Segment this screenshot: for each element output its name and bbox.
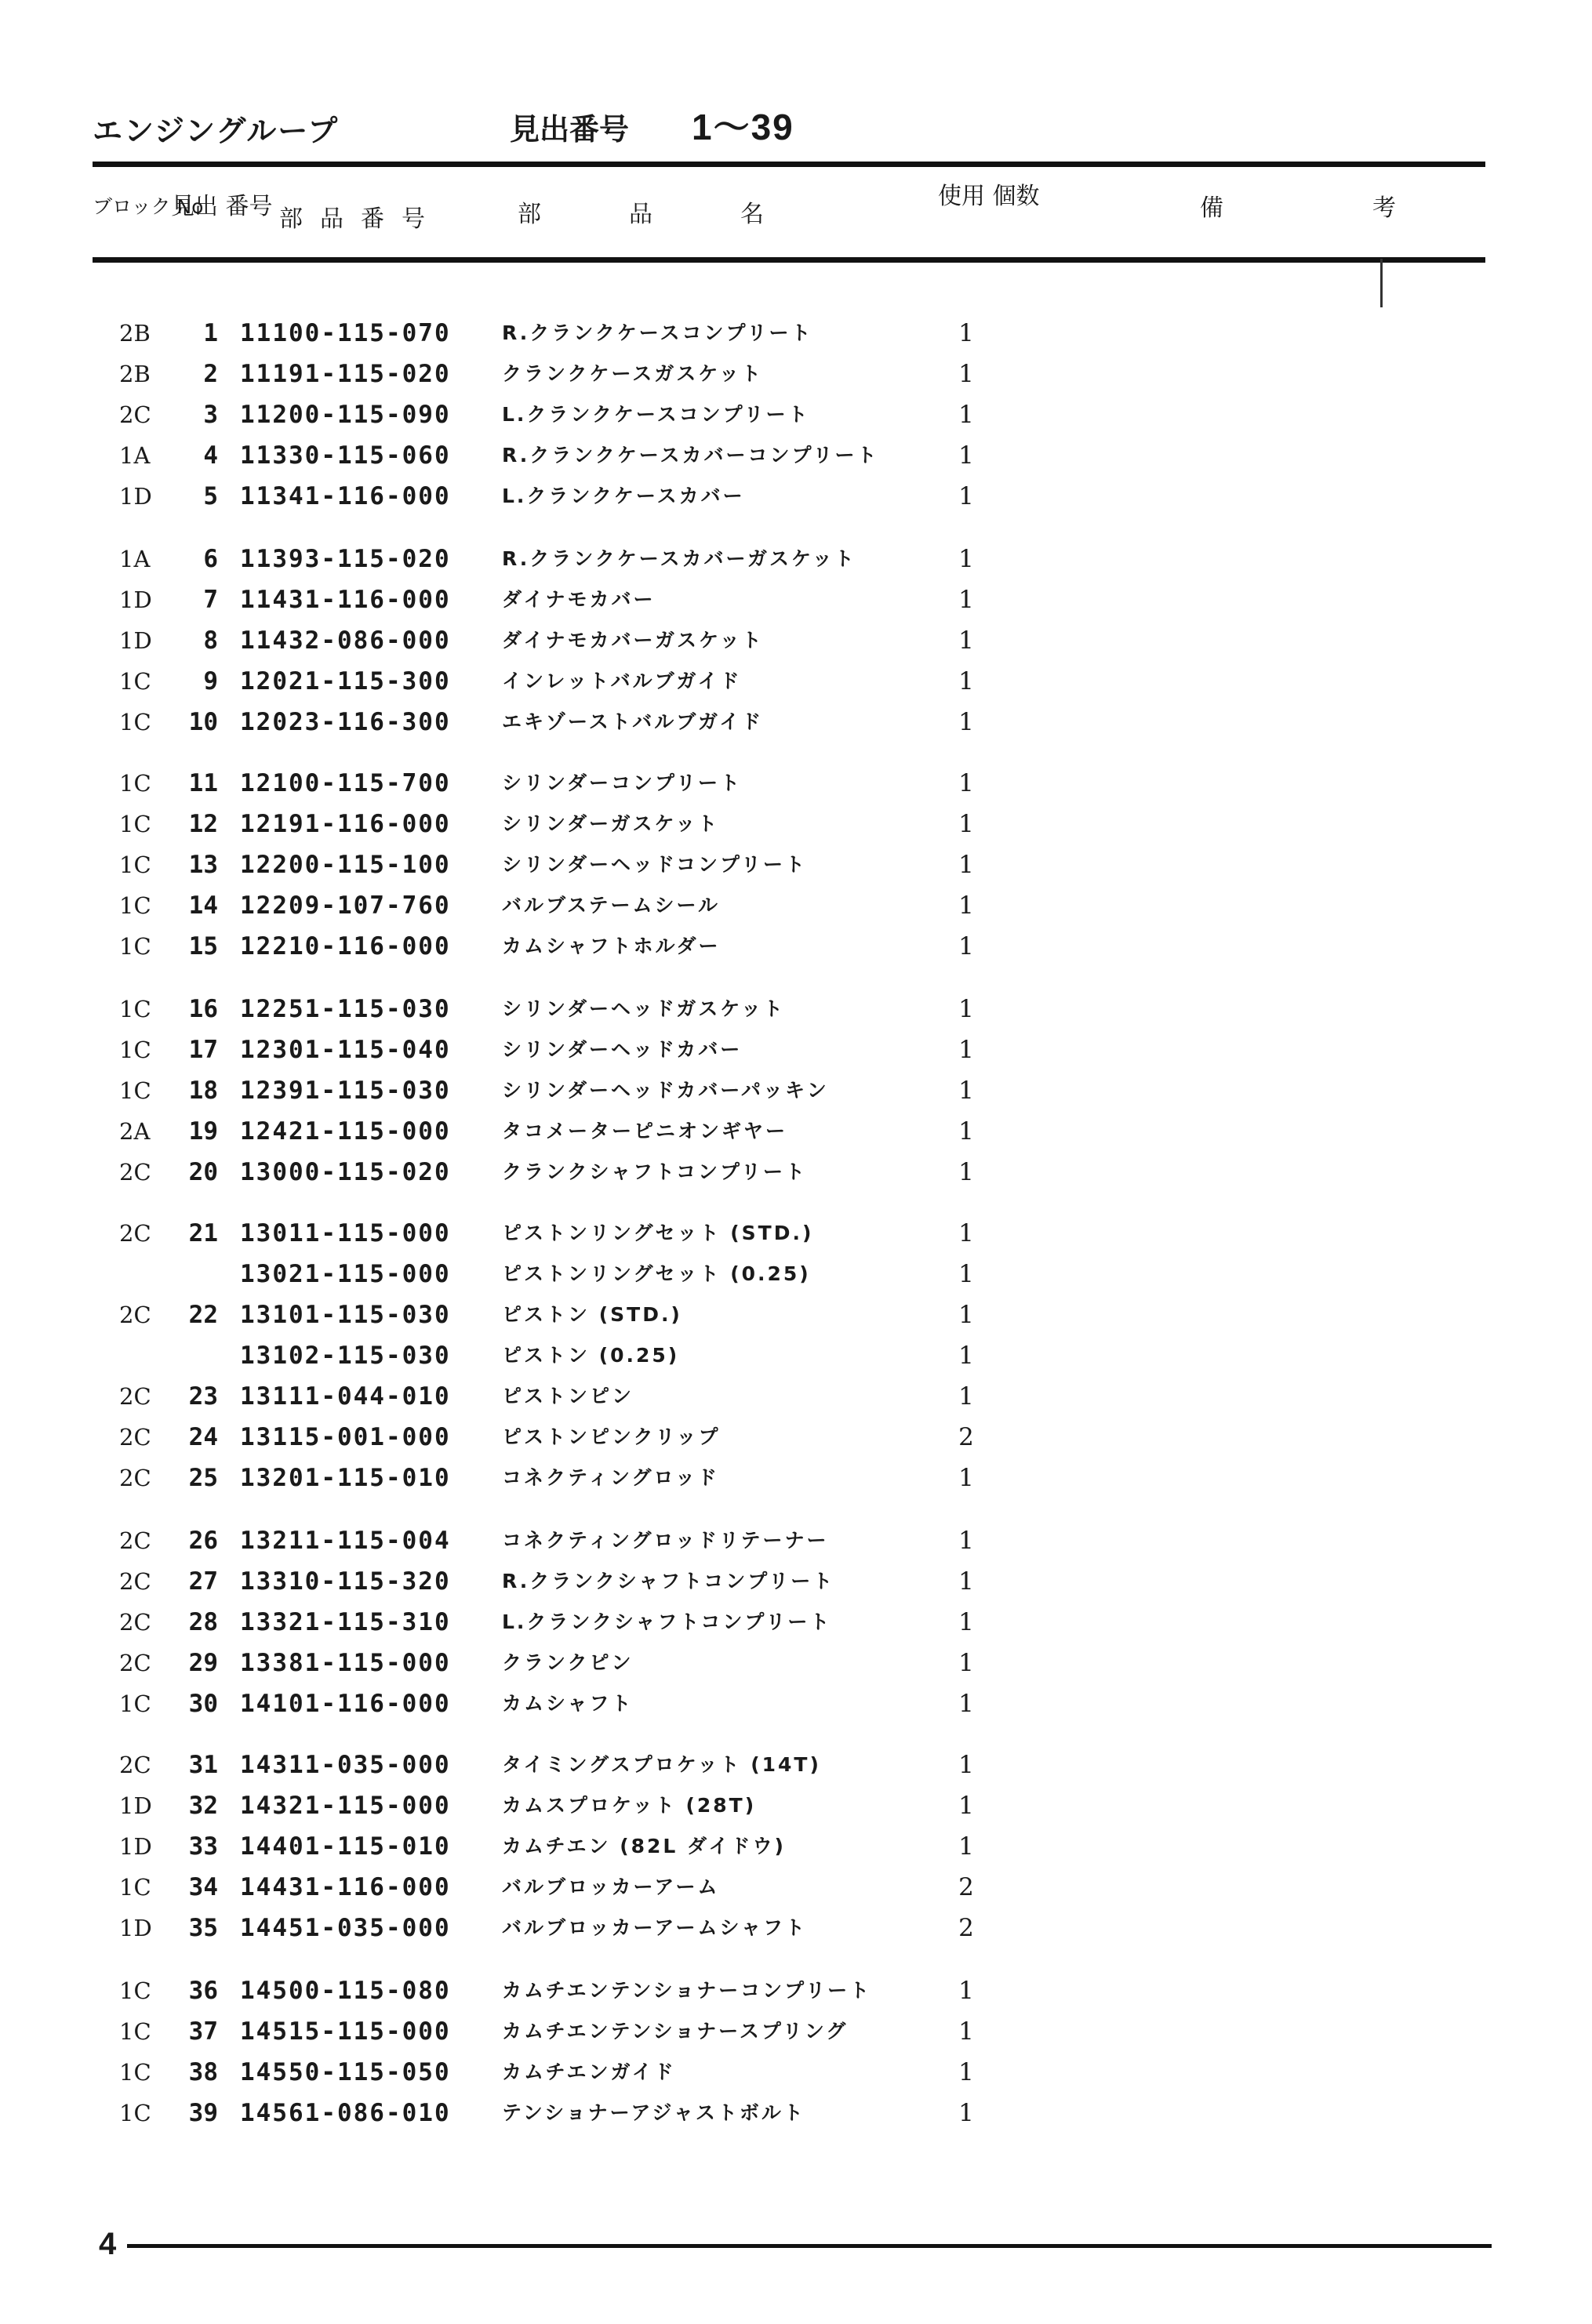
block-no-cell: 2A — [119, 1118, 151, 1145]
block-no-cell: 2C — [119, 1302, 151, 1328]
block-no-cell: 1D — [119, 483, 152, 510]
ref-no-cell: 31 — [188, 1751, 218, 1779]
part-name-cell: カムチエン (82L ダイドウ) — [502, 1835, 786, 1857]
table-row — [0, 1073, 1098, 1109]
block-no-cell: 1C — [119, 2059, 151, 2086]
part-name-cell: カムスプロケット (28T) — [502, 1794, 757, 1817]
table-row — [0, 888, 1098, 924]
table-row — [0, 1297, 1098, 1333]
part-name-cell: コネクティングロッド — [502, 1466, 720, 1489]
block-no-cell: 2C — [119, 401, 151, 428]
qty-cell: 1 — [958, 708, 974, 736]
part-name-cell: シリンダーヘッドカバー — [502, 1038, 743, 1061]
part-no-cell: 11330-115-060 — [240, 441, 451, 470]
ref-no-cell: 28 — [188, 1608, 218, 1636]
part-no-cell: 12209-107-760 — [240, 891, 451, 920]
table-row — [0, 315, 1098, 351]
qty-cell: 1 — [958, 441, 974, 470]
block-no-cell: 1D — [119, 1792, 152, 1819]
part-no-cell: 14101-116-000 — [240, 1690, 451, 1718]
qty-cell: 1 — [958, 2058, 974, 2086]
block-no-cell: 1C — [119, 1977, 151, 2004]
part-no-cell: 14401-115-010 — [240, 1832, 451, 1861]
part-name-cell: ダイナモカバー — [502, 588, 656, 611]
qty-cell: 1 — [958, 891, 974, 920]
part-name-cell: クランクピン — [502, 1651, 634, 1674]
qty-cell: 1 — [958, 1382, 974, 1411]
qty-cell: 1 — [958, 1608, 974, 1636]
block-no-cell: 1C — [119, 2100, 151, 2126]
qty-cell: 1 — [958, 1977, 974, 2005]
part-name-cell: ピストンリングセット (0.25) — [502, 1262, 811, 1285]
table-row — [0, 1563, 1098, 1600]
ref-no-cell: 6 — [203, 545, 218, 573]
qty-cell: 1 — [958, 1036, 974, 1064]
part-name-cell: クランクケースガスケット — [502, 362, 764, 385]
qty-cell: 1 — [958, 482, 974, 510]
part-name-cell: シリンダーコンプリート — [502, 772, 743, 794]
ref-no-cell: 4 — [203, 441, 218, 470]
table-row — [0, 1788, 1098, 1824]
part-no-cell: 14311-035-000 — [240, 1751, 451, 1779]
ref-no-cell: 27 — [188, 1567, 218, 1596]
part-name-cell: エキゾーストバルブガイド — [502, 710, 764, 733]
part-name-cell: クランクシャフトコンプリート — [502, 1160, 808, 1183]
part-name-cell: ピストンピンクリップ — [502, 1425, 721, 1448]
ref-no-cell: 38 — [188, 2058, 218, 2086]
block-no-cell: 2B — [119, 320, 151, 347]
col-header-part-name: 部品名 — [518, 201, 852, 228]
part-no-cell: 14550-115-050 — [240, 2058, 451, 2086]
qty-cell: 2 — [958, 1423, 974, 1451]
qty-cell: 2 — [958, 1873, 974, 1901]
part-no-cell: 13101-115-030 — [240, 1301, 451, 1329]
part-name-cell: シリンダーガスケット — [502, 812, 720, 835]
ref-no-cell: 18 — [188, 1077, 218, 1105]
table-row — [0, 1256, 1098, 1292]
block-no-cell: 2C — [119, 1752, 151, 1778]
qty-cell: 1 — [958, 810, 974, 838]
table-row — [0, 1523, 1098, 1559]
part-no-cell: 14431-116-000 — [240, 1873, 451, 1901]
col-header-remarks: 備考 — [1200, 194, 1545, 222]
qty-cell: 1 — [958, 545, 974, 573]
part-name-cell: L.クランクケースコンプリート — [502, 403, 810, 426]
ref-no-cell: 14 — [188, 891, 218, 920]
part-no-cell: 13201-115-010 — [240, 1464, 451, 1492]
ref-no-cell: 7 — [203, 586, 218, 614]
qty-cell: 1 — [958, 995, 974, 1023]
qty-cell: 1 — [958, 1260, 974, 1288]
table-row — [0, 1419, 1098, 1455]
qty-cell: 2 — [958, 1914, 974, 1942]
part-name-cell: ピストン (STD.) — [502, 1303, 682, 1326]
block-no-cell: 2C — [119, 1568, 151, 1595]
qty-cell: 1 — [958, 360, 974, 388]
ref-no-cell: 1 — [203, 319, 218, 347]
part-no-cell: 12023-116-300 — [240, 708, 451, 736]
block-no-cell: 1D — [119, 586, 152, 613]
header-top-rule — [93, 162, 1485, 167]
qty-cell: 1 — [958, 1219, 974, 1247]
table-row — [0, 356, 1098, 392]
table-row — [0, 991, 1098, 1027]
part-no-cell: 14321-115-000 — [240, 1792, 451, 1820]
ref-no-cell: 5 — [203, 482, 218, 510]
block-no-cell: 2C — [119, 1527, 151, 1554]
part-name-cell: R.クランクケースコンプリート — [502, 321, 813, 344]
part-no-cell: 12301-115-040 — [240, 1036, 451, 1064]
ref-no-cell: 34 — [188, 1873, 218, 1901]
part-no-cell: 12251-115-030 — [240, 995, 451, 1023]
part-no-cell: 11431-116-000 — [240, 586, 451, 614]
part-no-cell: 11341-116-000 — [240, 482, 451, 510]
part-no-cell: 13321-115-310 — [240, 1608, 451, 1636]
table-row — [0, 478, 1098, 514]
ref-no-cell: 11 — [188, 769, 218, 797]
index-range: 1～39 — [692, 107, 794, 147]
ref-no-cell: 32 — [188, 1792, 218, 1820]
qty-cell: 1 — [958, 1077, 974, 1105]
block-no-cell: 2C — [119, 1650, 151, 1676]
ref-no-cell: 33 — [188, 1832, 218, 1861]
table-row — [0, 765, 1098, 801]
part-no-cell: 11432-086-000 — [240, 626, 451, 655]
part-name-cell: カムチエンテンショナーコンプリート — [502, 1979, 872, 2002]
qty-cell: 1 — [958, 1527, 974, 1555]
part-no-cell: 12191-116-000 — [240, 810, 451, 838]
part-no-cell: 11100-115-070 — [240, 319, 451, 347]
table-row — [0, 1460, 1098, 1496]
block-no-cell: 1C — [119, 1037, 151, 1063]
table-row — [0, 623, 1098, 659]
part-name-cell: R.クランクシャフトコンプリート — [502, 1570, 835, 1592]
part-name-cell: カムチエンガイド — [502, 2061, 676, 2083]
table-row — [0, 928, 1098, 964]
table-row — [0, 1113, 1098, 1149]
table-row — [0, 1604, 1098, 1640]
table-row — [0, 438, 1098, 474]
block-no-cell: 2C — [119, 1465, 151, 1491]
ref-no-cell: 2 — [203, 360, 218, 388]
qty-cell: 1 — [958, 1751, 974, 1779]
part-no-cell: 12200-115-100 — [240, 851, 451, 879]
table-row — [0, 1154, 1098, 1190]
ref-no-cell: 12 — [188, 810, 218, 838]
block-no-cell: 1C — [119, 1690, 151, 1717]
table-row — [0, 2014, 1098, 2050]
part-name-cell: ピストン (0.25) — [502, 1344, 680, 1367]
ref-no-cell: 3 — [203, 401, 218, 429]
ref-no-cell: 30 — [188, 1690, 218, 1718]
block-no-cell: 1C — [119, 811, 151, 837]
footer-rule — [127, 2244, 1492, 2248]
part-no-cell: 13102-115-030 — [240, 1342, 451, 1370]
block-no-cell: 1D — [119, 627, 152, 654]
col-header-block-no: ブロック No — [93, 195, 204, 218]
qty-cell: 1 — [958, 1342, 974, 1370]
block-no-cell: 2C — [119, 1609, 151, 1636]
table-row — [0, 1747, 1098, 1783]
block-no-cell: 1C — [119, 668, 151, 695]
qty-cell: 1 — [958, 932, 974, 960]
table-row — [0, 1338, 1098, 1374]
ref-no-cell: 36 — [188, 1977, 218, 2005]
block-no-cell: 1C — [119, 1077, 151, 1104]
ref-no-cell: 8 — [203, 626, 218, 655]
part-no-cell: 11191-115-020 — [240, 360, 451, 388]
qty-cell: 1 — [958, 586, 974, 614]
qty-cell: 1 — [958, 1690, 974, 1718]
block-no-cell: 1C — [119, 1874, 151, 1901]
qty-cell: 1 — [958, 1567, 974, 1596]
part-name-cell: カムチエンテンショナースプリング — [502, 2020, 849, 2043]
qty-cell: 1 — [958, 667, 974, 695]
ref-no-cell: 16 — [188, 995, 218, 1023]
part-no-cell: 13000-115-020 — [240, 1158, 451, 1186]
part-name-cell: タコメーターピニオンギヤー — [502, 1120, 788, 1142]
qty-cell: 1 — [958, 401, 974, 429]
ref-no-cell: 17 — [188, 1036, 218, 1064]
qty-cell: 1 — [958, 1832, 974, 1861]
table-row — [0, 806, 1098, 842]
part-no-cell: 13111-044-010 — [240, 1382, 451, 1411]
col-header-part-no: 部品番号 — [279, 205, 442, 233]
block-no-cell: 2C — [119, 1424, 151, 1451]
qty-cell: 1 — [958, 1301, 974, 1329]
part-no-cell: 12421-115-000 — [240, 1117, 451, 1146]
qty-cell: 1 — [958, 1158, 974, 1186]
col-header-ref-no: 見出 番号 — [171, 193, 273, 220]
ref-no-cell: 21 — [188, 1219, 218, 1247]
block-no-cell: 1C — [119, 2018, 151, 2045]
qty-cell: 1 — [958, 1464, 974, 1492]
part-name-cell: バルブステームシール — [502, 894, 721, 917]
ref-no-cell: 39 — [188, 2099, 218, 2127]
part-no-cell: 13310-115-320 — [240, 1567, 451, 1596]
part-name-cell: タイミングスプロケット (14T) — [502, 1753, 821, 1776]
block-no-cell: 1C — [119, 933, 151, 960]
ref-no-cell: 23 — [188, 1382, 218, 1411]
ref-no-cell: 35 — [188, 1914, 218, 1942]
ref-no-cell: 15 — [188, 932, 218, 960]
part-name-cell: シリンダーヘッドガスケット — [502, 997, 786, 1020]
part-name-cell: L.クランクシャフトコンプリート — [502, 1610, 832, 1633]
part-no-cell: 13021-115-000 — [240, 1260, 451, 1288]
part-no-cell: 12210-116-000 — [240, 932, 451, 960]
part-no-cell: 14500-115-080 — [240, 1977, 451, 2005]
page-number: 4 — [99, 2227, 117, 2261]
table-row — [0, 2054, 1098, 2090]
table-row — [0, 1910, 1098, 1946]
block-no-cell: 1A — [119, 546, 151, 572]
block-no-cell: 2C — [119, 1383, 151, 1410]
table-row — [0, 1215, 1098, 1251]
part-name-cell: コネクティングロッドリテーナー — [502, 1529, 829, 1552]
part-no-cell: 13115-001-000 — [240, 1423, 451, 1451]
part-name-cell: L.クランクケースカバー — [502, 485, 745, 507]
table-row — [0, 704, 1098, 740]
part-name-cell: シリンダーヘッドコンプリート — [502, 853, 808, 876]
part-no-cell: 12021-115-300 — [240, 667, 451, 695]
ref-no-cell: 37 — [188, 2017, 218, 2046]
ref-no-cell: 22 — [188, 1301, 218, 1329]
block-no-cell: 1C — [119, 996, 151, 1022]
table-row — [0, 1828, 1098, 1865]
block-no-cell: 2C — [119, 1159, 151, 1186]
table-row — [0, 1973, 1098, 2009]
table-row — [0, 1378, 1098, 1414]
ref-no-cell: 25 — [188, 1464, 218, 1492]
table-row — [0, 397, 1098, 433]
ref-no-cell: 10 — [188, 708, 218, 736]
qty-cell: 1 — [958, 1117, 974, 1146]
table-row — [0, 582, 1098, 618]
block-no-cell: 1D — [119, 1833, 152, 1860]
group-title: エンジングループ — [93, 114, 340, 148]
table-row — [0, 663, 1098, 699]
part-no-cell: 14561-086-010 — [240, 2099, 451, 2127]
ref-no-cell: 24 — [188, 1423, 218, 1451]
table-row — [0, 1869, 1098, 1905]
part-name-cell: R.クランクケースカバーガスケット — [502, 547, 856, 570]
index-label: 見出番号 — [510, 112, 630, 147]
table-row — [0, 2095, 1098, 2131]
part-no-cell: 14515-115-000 — [240, 2017, 451, 2046]
part-no-cell: 14451-035-000 — [240, 1914, 451, 1942]
part-name-cell: ピストンリングセット (STD.) — [502, 1222, 814, 1244]
part-no-cell: 11393-115-020 — [240, 545, 451, 573]
block-no-cell: 1C — [119, 892, 151, 919]
qty-cell: 1 — [958, 319, 974, 347]
table-row — [0, 541, 1098, 577]
part-name-cell: R.クランクケースカバーコンプリート — [502, 444, 879, 467]
part-name-cell: バルブロッカーアームシャフト — [502, 1916, 808, 1939]
ref-no-cell: 19 — [188, 1117, 218, 1146]
part-name-cell: カムシャフト — [502, 1692, 634, 1715]
remarks-tick-mark — [1380, 259, 1383, 307]
part-name-cell: テンショナーアジャストボルト — [502, 2101, 805, 2124]
qty-cell: 1 — [958, 769, 974, 797]
block-no-cell: 1C — [119, 709, 151, 735]
part-name-cell: シリンダーヘッドカバーパッキン — [502, 1079, 829, 1102]
header-bottom-rule — [93, 257, 1485, 263]
qty-cell: 1 — [958, 851, 974, 879]
part-name-cell: バルブロッカーアーム — [502, 1876, 720, 1898]
part-no-cell: 13011-115-000 — [240, 1219, 451, 1247]
part-no-cell: 12391-115-030 — [240, 1077, 451, 1105]
ref-no-cell: 26 — [188, 1527, 218, 1555]
table-row — [0, 847, 1098, 883]
ref-no-cell: 13 — [188, 851, 218, 879]
block-no-cell: 2C — [119, 1220, 151, 1247]
table-row — [0, 1032, 1098, 1068]
block-no-cell: 2B — [119, 361, 151, 387]
block-no-cell: 1C — [119, 852, 151, 878]
part-no-cell: 11200-115-090 — [240, 401, 451, 429]
block-no-cell: 1C — [119, 770, 151, 797]
part-no-cell: 12100-115-700 — [240, 769, 451, 797]
ref-no-cell: 29 — [188, 1649, 218, 1677]
ref-no-cell: 20 — [188, 1158, 218, 1186]
qty-cell: 1 — [958, 1649, 974, 1677]
part-name-cell: カムシャフトホルダー — [502, 935, 721, 957]
part-name-cell: ピストンピン — [502, 1385, 634, 1407]
part-no-cell: 13211-115-004 — [240, 1527, 451, 1555]
block-no-cell: 1A — [119, 442, 151, 469]
col-header-qty: 使用 個数 — [938, 183, 1040, 210]
table-row — [0, 1645, 1098, 1681]
part-no-cell: 13381-115-000 — [240, 1649, 451, 1677]
qty-cell: 1 — [958, 2017, 974, 2046]
qty-cell: 1 — [958, 2099, 974, 2127]
part-name-cell: インレットバルブガイド — [502, 670, 742, 692]
part-name-cell: ダイナモカバーガスケット — [502, 629, 764, 652]
qty-cell: 1 — [958, 626, 974, 655]
ref-no-cell: 9 — [203, 667, 218, 695]
table-row — [0, 1686, 1098, 1722]
qty-cell: 1 — [958, 1792, 974, 1820]
block-no-cell: 1D — [119, 1915, 152, 1941]
